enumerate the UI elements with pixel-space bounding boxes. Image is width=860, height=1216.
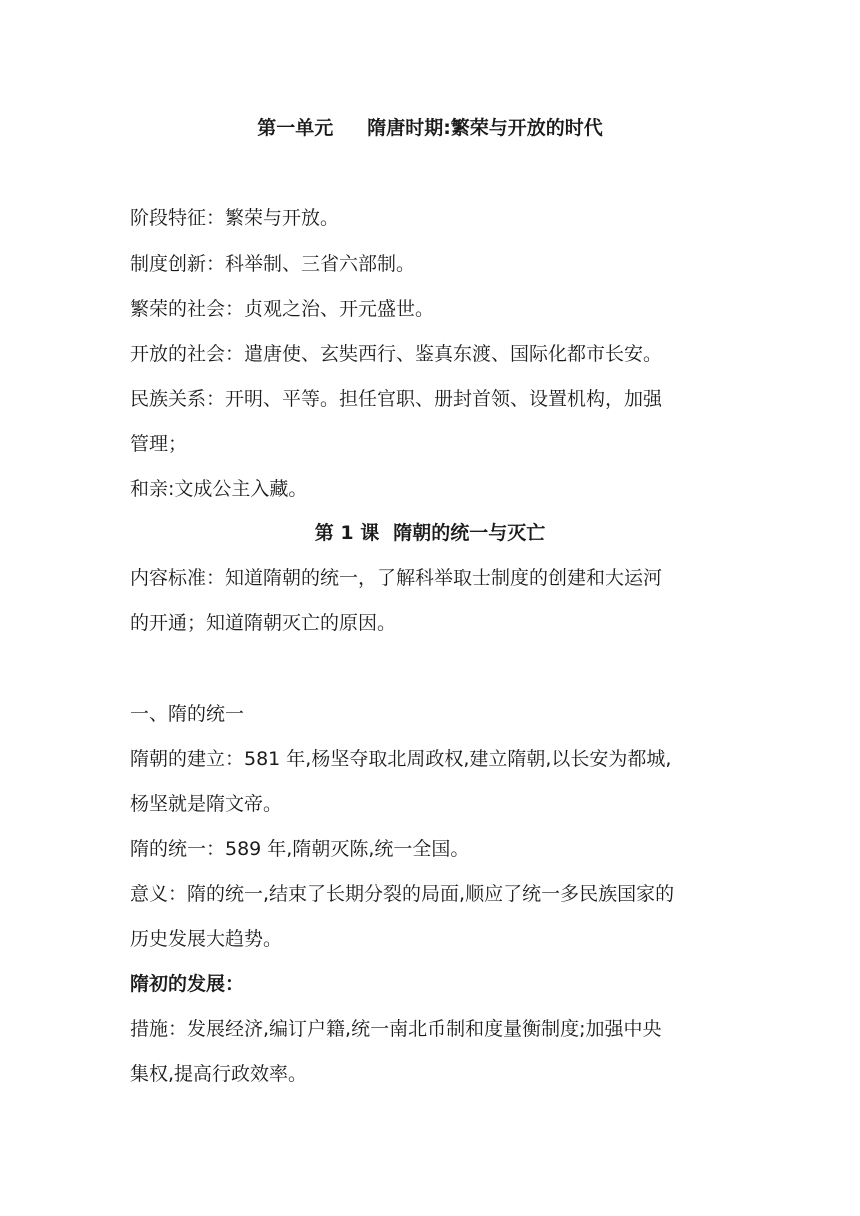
overview-line: 和亲:文成公主入藏。 — [130, 478, 308, 500]
development-line: 集权,提高行政效率。 — [130, 1063, 308, 1085]
overview-line: 制度创新：科举制、三省六部制。 — [130, 253, 416, 275]
unit-label: 第一单元 — [257, 117, 334, 139]
lesson-heading — [130, 519, 730, 547]
section-line: 杨坚就是隋文帝。 — [130, 793, 283, 815]
unit-title: 隋唐时期:繁荣与开放的时代 — [367, 117, 603, 139]
development-heading: 隋初的发展： — [130, 973, 245, 995]
standard-line: 内容标准：知道隋朝的统一，了解科举取士制度的创建和大运河 — [130, 567, 663, 589]
overview-line: 阶段特征：繁荣与开放。 — [130, 207, 340, 229]
lesson-label: 第 1 课 — [314, 522, 380, 544]
overview-line: 管理； — [130, 433, 188, 455]
overview-line: 民族关系：开明、平等。担任官职、册封首领、设置机构，加强 — [130, 388, 663, 410]
development-line: 措施：发展经济,编订户籍,统一南北币制和度量衡制度;加强中央 — [130, 1018, 662, 1040]
section-line: 历史发展大趋势。 — [130, 928, 283, 950]
lesson-title: 隋朝的统一与灭亡 — [393, 522, 546, 544]
overview-line: 繁荣的社会：贞观之治、开元盛世。 — [130, 298, 435, 320]
section-heading: 一、隋的统一 — [130, 703, 245, 725]
overview-line: 开放的社会：遣唐使、玄奘西行、鉴真东渡、国际化都市长安。 — [130, 343, 663, 365]
section-line: 隋的统一：589 年,隋朝灭陈,统一全国。 — [130, 838, 470, 860]
unit-heading — [130, 114, 730, 142]
section-line: 隋朝的建立：581 年,杨坚夺取北周政权,建立隋朝,以长安为都城, — [130, 748, 672, 770]
section-line: 意义：隋的统一,结束了长期分裂的局面,顺应了统一多民族国家的 — [130, 883, 675, 905]
standard-line: 的开通；知道隋朝灭亡的原因。 — [130, 612, 397, 634]
